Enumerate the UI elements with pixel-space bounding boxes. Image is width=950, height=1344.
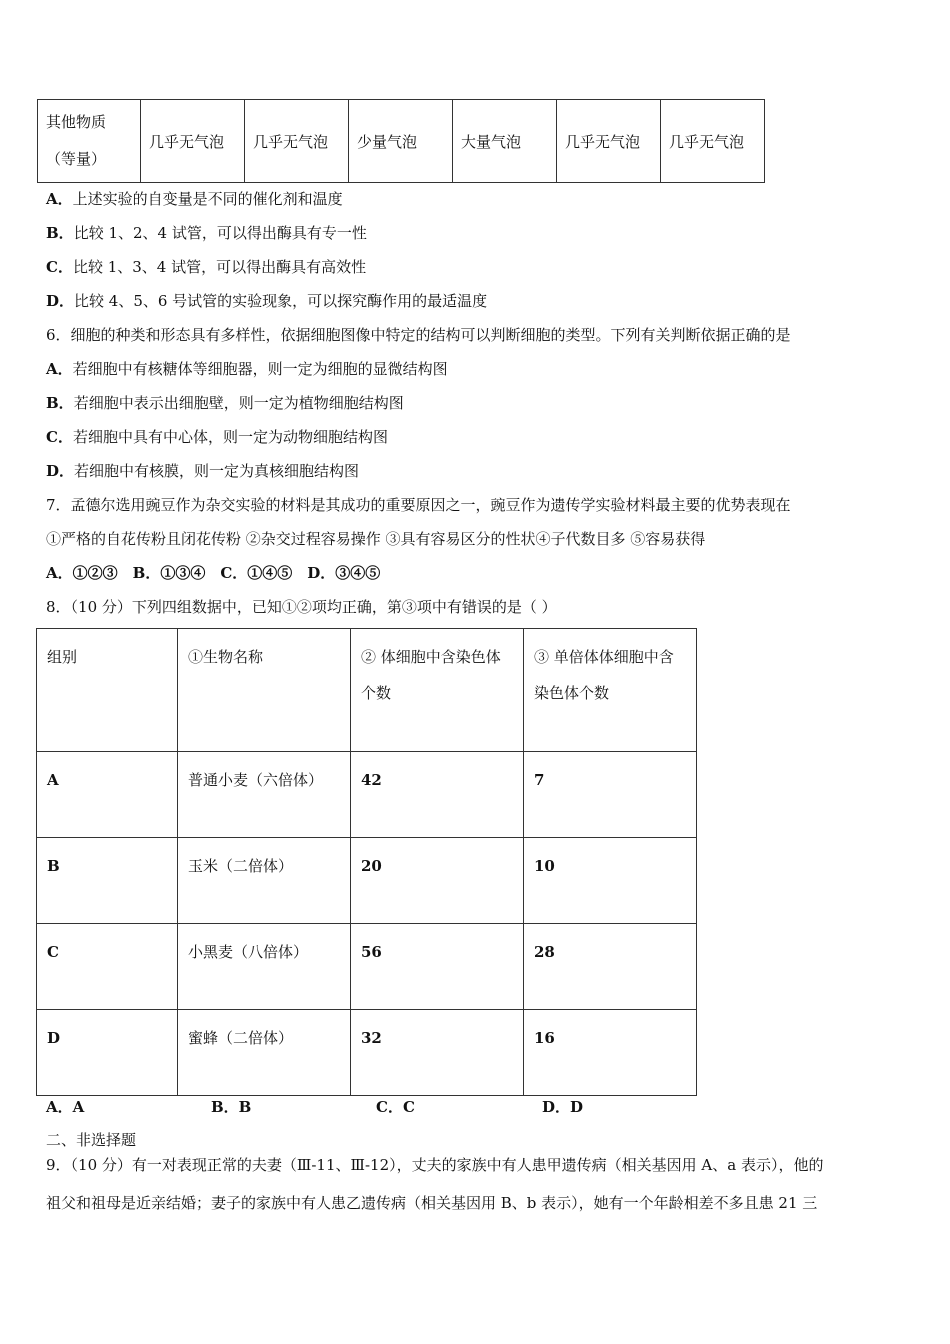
haploid-cell: 7 [524, 752, 697, 838]
q6-option-d: D．若细胞中有核膜，则一定为真核细胞结构图 [46, 462, 360, 480]
somatic-cell: 56 [351, 924, 524, 1010]
q6-option-c: C．若细胞中具有中心体，则一定为动物细胞结构图 [46, 428, 388, 446]
q5-option-a: A．上述实验的自变量是不同的催化剂和温度 [46, 190, 343, 208]
somatic-cell: 42 [351, 752, 524, 838]
q5-option-c: C．比较 1、3、4 试管，可以得出酶具有高效性 [46, 258, 367, 276]
section-title: 二、非选择题 [46, 1131, 137, 1149]
group-cell: B [37, 838, 178, 924]
q9-line1: 9．（10 分）有一对表现正常的夫妻（Ⅲ-11、Ⅲ-12），丈夫的家族中有人患甲遗传病（相关基因用 A、a 表示），他的 [46, 1156, 824, 1174]
table-row [37, 924, 697, 1010]
organism-cell: 蜜蜂（二倍体） [178, 1010, 351, 1096]
table-row [37, 752, 697, 838]
q7-items: ①严格的自花传粉且闭花传粉 ②杂交过程容易操作 ③具有容易区分的性状④子代数目多 ⑤容易获得 [46, 530, 706, 548]
q9-line2: 祖父和祖母是近亲结婚；妻子的家族中有人患乙遗传病（相关基因用 B、b 表示），她有一个年龄相差不多且患 21 三 [46, 1194, 818, 1212]
header-haploid-line1: ③ 单倍体体细胞中含 [534, 648, 674, 666]
table-row [37, 1010, 697, 1096]
experiment-table [37, 99, 765, 183]
tube-5-cell: 几乎无气泡 [557, 100, 661, 183]
header-somatic-line2: 个数 [361, 684, 392, 702]
organism-cell: 普通小麦（六倍体） [178, 752, 351, 838]
tube-6-cell: 几乎无气泡 [661, 100, 765, 183]
organism-cell: 玉米（二倍体） [178, 838, 351, 924]
somatic-cell: 32 [351, 1010, 524, 1096]
q6-option-b: B．若细胞中表示出细胞壁，则一定为植物细胞结构图 [46, 394, 404, 412]
q8-answer-b: B．B [211, 1098, 252, 1116]
q8-answer-c: C．C [376, 1098, 415, 1116]
row-label-line1: 其他物质 [46, 113, 107, 131]
group-cell: A [37, 752, 178, 838]
chromosome-table [36, 628, 697, 1096]
q6-stem: 6．细胞的种类和形态具有多样性，依据细胞图像中特定的结构可以判断细胞的类型。下列有关判断依据正确的是 [46, 326, 791, 344]
group-cell: D [37, 1010, 178, 1096]
tube-1-cell: 几乎无气泡 [141, 100, 245, 183]
header-haploid [524, 629, 697, 752]
header-group: 组别 [37, 629, 178, 752]
q8-stem: 8．（10 分）下列四组数据中，已知①②项均正确，第③项中有错误的是（ ） [46, 598, 557, 616]
haploid-cell: 16 [524, 1010, 697, 1096]
row-label [38, 100, 141, 183]
organism-cell: 小黑麦（八倍体） [178, 924, 351, 1010]
header-haploid-line2: 染色体个数 [534, 684, 610, 702]
haploid-cell: 10 [524, 838, 697, 924]
q7-stem: 7．孟德尔选用豌豆作为杂交实验的材料是其成功的重要原因之一，豌豆作为遗传学实验材料最主要的优势表现在 [46, 496, 791, 514]
table-header-row [37, 629, 697, 752]
table-row [37, 838, 697, 924]
tube-2-cell: 几乎无气泡 [245, 100, 349, 183]
tube-4-cell: 大量气泡 [453, 100, 557, 183]
group-cell: C [37, 924, 178, 1010]
tube-3-cell: 少量气泡 [349, 100, 453, 183]
header-somatic [351, 629, 524, 752]
header-somatic-line1: ② 体细胞中含染色体 [361, 648, 501, 666]
somatic-cell: 20 [351, 838, 524, 924]
haploid-cell: 28 [524, 924, 697, 1010]
q8-answer-d: D．D [542, 1098, 584, 1116]
q5-option-d: D．比较 4、5、6 号试管的实验现象，可以探究酶作用的最适温度 [46, 292, 488, 310]
q5-option-b: B．比较 1、2、4 试管，可以得出酶具有专一性 [46, 224, 367, 242]
header-organism: ①生物名称 [178, 629, 351, 752]
table-row [38, 100, 765, 183]
row-label-line2: （等量） [46, 150, 107, 168]
q6-option-a: A．若细胞中有核糖体等细胞器，则一定为细胞的显微结构图 [46, 360, 448, 378]
q7-choices: A．①②③ B．①③④ C．①④⑤ D．③④⑤ [46, 564, 381, 582]
q8-answer-a: A．A [46, 1098, 85, 1116]
